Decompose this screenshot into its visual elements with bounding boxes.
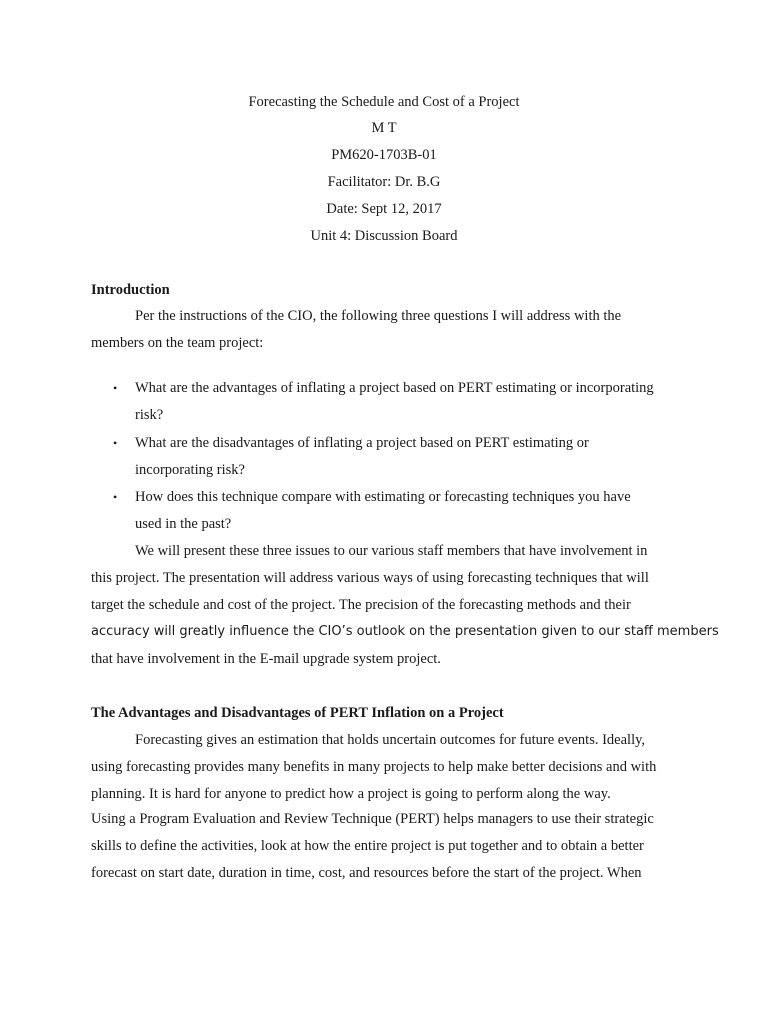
section-paragraph-line: skills to define the activities, look at how the entire project is put together and to obtain a better: [91, 838, 644, 854]
section-paragraph-line: Using a Program Evaluation and Review Technique (PERT) helps managers to use their strategic: [91, 811, 654, 827]
bullet-item-text: What are the advantages of inflating a project based on PERT estimating or incorporating: [135, 380, 654, 396]
intro-paragraph-line: this project. The presentation will address various ways of using forecasting techniques that will: [91, 570, 649, 586]
section-paragraph-line: using forecasting provides many benefits in many projects to help make better decisions and with: [91, 759, 657, 775]
intro-paragraph-line: Per the instructions of the CIO, the following three questions I will address with the: [135, 308, 622, 324]
bullet-item-text: incorporating risk?: [135, 462, 245, 478]
bullet-icon: •: [113, 381, 118, 395]
bullet-item-text: risk?: [135, 407, 164, 423]
bullet-item-text: What are the disadvantages of inflating a project based on PERT estimating or: [135, 435, 589, 451]
document-title: Forecasting the Schedule and Cost of a Project: [248, 94, 520, 110]
section-paragraph-line: planning. It is hard for anyone to predict how a project is going to perform along the way.: [91, 786, 611, 802]
section-heading: The Advantages and Disadvantages of PERT Inflation on a Project: [91, 705, 504, 721]
intro-paragraph-line: that have involvement in the E-mail upgrade system project.: [91, 651, 441, 667]
bullet-icon: •: [113, 436, 118, 450]
intro-paragraph-line: We will present these three issues to our various staff members that have involvement in: [135, 543, 648, 559]
intro-paragraph-line: accuracy will greatly influence the CIO’s outlook on the presentation given to our staff members: [91, 624, 719, 639]
bullet-item-text: used in the past?: [135, 516, 232, 532]
unit-label: Unit 4: Discussion Board: [310, 228, 458, 244]
introduction-heading: Introduction: [91, 282, 170, 298]
intro-paragraph-line: members on the team project:: [91, 335, 264, 351]
author-name: M T: [371, 120, 397, 136]
bullet-icon: •: [113, 490, 118, 504]
section-paragraph-line: Forecasting gives an estimation that holds uncertain outcomes for future events. Ideally,: [135, 732, 646, 748]
section-paragraph-line: forecast on start date, duration in time, cost, and resources before the start of the project. When: [91, 865, 642, 881]
course-code: PM620-1703B-01: [331, 147, 437, 163]
facilitator: Facilitator: Dr. B.G: [327, 174, 441, 190]
intro-paragraph-line: target the schedule and cost of the project. The precision of the forecasting methods and their: [91, 597, 631, 613]
date: Date: Sept 12, 2017: [326, 201, 442, 217]
bullet-item-text: How does this technique compare with estimating or forecasting techniques you have: [135, 489, 631, 505]
